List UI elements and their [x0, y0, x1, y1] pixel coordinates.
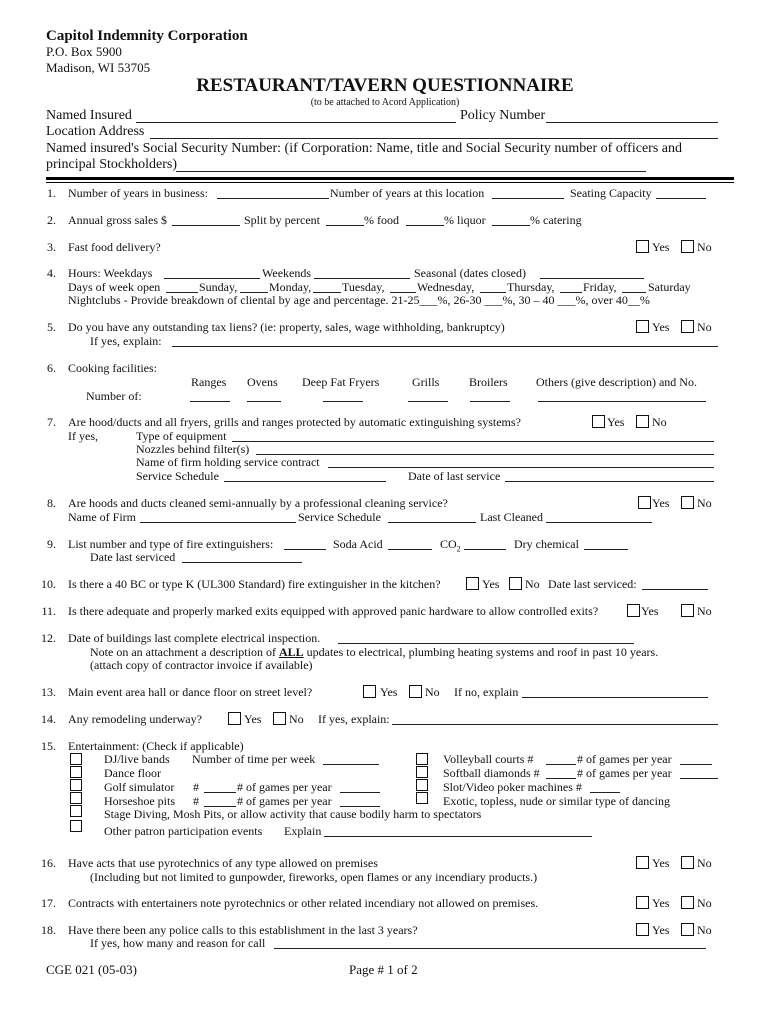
q5-no-label: No — [697, 320, 712, 334]
q15-golf-num-label: # — [193, 780, 199, 794]
q15-softball-checkbox[interactable] — [416, 766, 428, 778]
company-name: Capitol Indemnity Corporation — [46, 28, 248, 44]
q4-thursday-label: Thursday, — [507, 280, 555, 294]
q8-no-checkbox[interactable] — [681, 496, 694, 509]
q13-text: Main event area hall or dance floor on street level? — [68, 685, 313, 699]
ssn-label-line1: Named insured's Social Security Number: (if Corporation: Name, title and Social Security number of officers and — [46, 141, 682, 156]
q13-explain-field[interactable] — [522, 697, 708, 698]
q2-split-label: Split by percent — [244, 213, 320, 227]
q15-horse-label: Horseshoe pits — [104, 794, 175, 808]
q2-liquor-field[interactable] — [406, 225, 444, 226]
location-address-label: Location Address — [46, 124, 145, 139]
q4-sunday-label: Sunday, — [199, 280, 238, 294]
q8-schedule-label: Service Schedule — [298, 510, 381, 524]
q11-yes-label: Yes — [641, 604, 659, 618]
q16-yes-checkbox[interactable] — [636, 856, 649, 869]
q7-schedule-label: Service Schedule — [136, 469, 219, 483]
q4-monday-label: Monday, — [269, 280, 312, 294]
q16-number: 16. — [41, 856, 56, 870]
location-address-field[interactable] — [150, 138, 718, 139]
q1-years-location-field[interactable] — [492, 198, 564, 199]
q18-yes-label: Yes — [652, 923, 670, 937]
q15-dj-label: DJ/live bands — [104, 752, 170, 766]
q15-softball-games-field[interactable] — [680, 778, 718, 779]
q18-text: Have there been any police calls to this establishment in the last 3 years? — [68, 923, 418, 937]
company-address-2: Madison, WI 53705 — [46, 60, 151, 75]
q5-explain-label: If yes, explain: — [90, 334, 162, 348]
q10-date-label: Date last serviced: — [548, 577, 637, 591]
q5-explain-field[interactable] — [172, 346, 718, 347]
q17-yes-label: Yes — [652, 896, 670, 910]
q7-yes-label: Yes — [607, 415, 625, 429]
q7-equipment-field[interactable] — [232, 441, 714, 442]
q15-volley-num-field[interactable] — [546, 764, 576, 765]
q18-reason-field[interactable] — [274, 948, 706, 949]
q9-date-field[interactable] — [182, 562, 302, 563]
q6-col-grills: Grills — [412, 375, 440, 389]
q18-yes-checkbox[interactable] — [636, 923, 649, 936]
q7-nozzles-field[interactable] — [256, 454, 714, 455]
q15-horse-num-label: # — [193, 794, 199, 808]
q6-grills-field[interactable] — [408, 401, 448, 402]
q6-col-ranges: Ranges — [191, 375, 227, 389]
q6-number-of-label: Number of: — [86, 389, 142, 403]
q6-col-broilers: Broilers — [469, 375, 508, 389]
q15-dj-time-label: Number of time per week — [192, 752, 316, 766]
q14-text: Any remodeling underway? — [68, 712, 202, 726]
q9-soda-field[interactable] — [388, 549, 432, 550]
q9-date-label: Date last serviced — [90, 550, 176, 564]
q13-yes-checkbox[interactable] — [363, 685, 376, 698]
q15-other-checkbox[interactable] — [70, 820, 82, 832]
q10-text: Is there a 40 BC or type K (UL300 Standard) fire extinguisher in the kitchen? — [68, 577, 441, 591]
q2-sales-field[interactable] — [172, 225, 240, 226]
q16-no-label: No — [697, 856, 712, 870]
q4-tuesday-label: Tuesday, — [342, 280, 385, 294]
q1-years-business-label: Number of years in business: — [68, 186, 208, 200]
q9-co2-subscript: 2 — [456, 544, 461, 554]
q15-slot-label: Slot/Video poker machines # — [443, 780, 582, 794]
q7-firm-field[interactable] — [328, 467, 714, 468]
q12-number: 12. — [41, 631, 56, 645]
q11-text: Is there adequate and properly marked exits equipped with approved panic hardware to allow controlled exits? — [68, 604, 599, 618]
q17-yes-checkbox[interactable] — [636, 896, 649, 909]
q4-seasonal-label: Seasonal (dates closed) — [414, 266, 526, 280]
q15-dj-checkbox[interactable] — [70, 753, 82, 765]
named-insured-label: Named Insured — [46, 108, 132, 123]
q17-no-label: No — [697, 896, 712, 910]
q8-no-label: No — [697, 496, 712, 510]
q9-text: List number and type of fire extinguishers: — [68, 537, 274, 551]
q15-dj-time-field[interactable] — [323, 764, 379, 765]
q14-yes-label: Yes — [244, 712, 262, 726]
q15-softball-games-label: # of games per year — [577, 766, 672, 780]
q9-count-field[interactable] — [284, 549, 326, 550]
q15-softball-label: Softball diamonds # — [443, 766, 540, 780]
named-insured-field[interactable] — [136, 122, 456, 123]
q15-stage-label: Stage Diving, Mosh Pits, or allow activity that cause bodily harm to spectators — [104, 807, 482, 821]
form-code: CGE 021 (05-03) — [46, 962, 137, 977]
q14-explain-field[interactable] — [392, 724, 718, 725]
q15-volley-label: Volleyball courts # — [443, 752, 534, 766]
q6-others-field[interactable] — [538, 401, 706, 402]
q2-liquor-label: % liquor — [444, 213, 486, 227]
q7-yes-checkbox[interactable] — [592, 415, 605, 428]
q4-days-open-label: Days of week open — [68, 280, 161, 294]
q13-number: 13. — [41, 685, 56, 699]
q15-volley-checkbox[interactable] — [416, 753, 428, 765]
q15-slot-field[interactable] — [590, 792, 620, 793]
q15-slot-checkbox[interactable] — [416, 779, 428, 791]
q13-no-label: No — [425, 685, 440, 699]
q2-food-field[interactable] — [326, 225, 364, 226]
q15-volley-games-field[interactable] — [680, 764, 712, 765]
ssn-field[interactable] — [176, 171, 646, 172]
header-divider-thick — [46, 177, 734, 180]
q11-yes-checkbox[interactable] — [627, 604, 640, 617]
q4-wednesday-label: Wednesday, — [417, 280, 475, 294]
q15-stage-checkbox[interactable] — [70, 805, 82, 817]
q5-number: 5. — [47, 320, 56, 334]
q15-golf-checkbox[interactable] — [70, 779, 82, 791]
q7-schedule-field[interactable] — [224, 481, 386, 482]
q7-number: 7. — [47, 415, 56, 429]
q6-broilers-field[interactable] — [470, 401, 510, 402]
q10-number: 10. — [41, 577, 56, 591]
q14-number: 14. — [41, 712, 56, 726]
q8-last-cleaned-label: Last Cleaned — [480, 510, 543, 524]
q6-col-deep-fat-fryers: Deep Fat Fryers — [302, 375, 380, 389]
q7-no-checkbox[interactable] — [636, 415, 649, 428]
q5-yes-label: Yes — [652, 320, 670, 334]
q3-no-checkbox[interactable] — [681, 240, 694, 253]
q9-co2-label: $CO_2$ — [440, 537, 461, 554]
q15-explain-field[interactable] — [324, 836, 592, 837]
q8-yes-label: Yes — [652, 496, 670, 510]
q15-explain-label: Explain — [284, 824, 322, 838]
q10-yes-checkbox[interactable] — [466, 577, 479, 590]
q9-co2-field[interactable] — [464, 549, 506, 550]
q15-golf-games-field[interactable] — [340, 792, 380, 793]
q14-explain-label: If yes, explain: — [318, 712, 390, 726]
q8-last-cleaned-field[interactable] — [546, 522, 652, 523]
policy-number-label: Policy Number — [460, 108, 546, 123]
q7-equipment-label: Type of equipment — [136, 429, 227, 443]
q15-horse-games-label: # of games per year — [237, 794, 332, 808]
form-subtitle: (to be attached to Acord Application) — [310, 97, 460, 108]
q5-text: Do you have any outstanding tax liens? (ie: property, sales, wage withholding, bankruptcy) — [68, 320, 505, 334]
q10-no-label: No — [525, 577, 540, 591]
q15-golf-num-field[interactable] — [204, 792, 236, 793]
q1-years-business-field[interactable] — [217, 198, 329, 199]
q2-catering-label: % catering — [530, 213, 582, 227]
q15-horse-checkbox[interactable] — [70, 792, 82, 804]
q8-firm-field[interactable] — [140, 522, 296, 523]
q15-text: Entertainment: (Check if applicable) — [68, 739, 244, 753]
q2-sales-label: Annual gross sales $ — [68, 213, 167, 227]
q16-text: Have acts that use pyrotechnics of any type allowed on premises — [68, 856, 378, 870]
q2-food-label: % food — [364, 213, 399, 227]
q7-firm-label: Name of firm holding service contract — [136, 455, 320, 469]
q6-ovens-field[interactable] — [247, 401, 281, 402]
q6-text: Cooking facilities: — [68, 361, 157, 375]
q15-volley-games-label: # of games per year — [577, 752, 672, 766]
q10-no-checkbox[interactable] — [509, 577, 522, 590]
q8-text: Are hoods and ducts cleaned semi-annually by a professional cleaning service? — [68, 496, 448, 510]
q5-yes-checkbox[interactable] — [636, 320, 649, 333]
q17-number: 17. — [41, 896, 56, 910]
q16-no-checkbox[interactable] — [681, 856, 694, 869]
q15-exotic-checkbox[interactable] — [416, 792, 428, 804]
q4-nightclubs-text: Nightclubs - Provide breakdown of cliental by age and percentage. 21-25___%, 26-30 ___%, 30 – 40 ___%, over 40__% — [68, 293, 650, 307]
q4-weekdays-field[interactable] — [164, 278, 260, 279]
q12-note: Note on an attachment a description of ALL updates to electrical, plumbing heating systems and roof in past 10 years. — [90, 645, 659, 659]
q14-no-checkbox[interactable] — [273, 712, 286, 725]
q18-no-label: No — [697, 923, 712, 937]
q6-col-others: Others (give description) and No. — [536, 375, 697, 389]
q9-soda-label: Soda Acid — [333, 537, 383, 551]
q4-friday-label: Friday, — [583, 280, 617, 294]
q7-last-service-label: Date of last service — [408, 469, 501, 483]
q15-exotic-label: Exotic, topless, nude or similar type of dancing — [443, 794, 670, 808]
header-divider-thin — [46, 182, 734, 183]
q12-text: Date of buildings last complete electrical inspection. — [68, 631, 321, 645]
q8-number: 8. — [47, 496, 56, 510]
q16-subtext: (Including but not limited to gunpowder, fireworks, open flames or any incendiary products.) — [90, 870, 538, 884]
page-number: Page # 1 of 2 — [349, 962, 418, 977]
q6-fryers-field[interactable] — [323, 401, 363, 402]
q9-dry-field[interactable] — [584, 549, 628, 550]
q12-attach-note: (attach copy of contractor invoice if available) — [90, 658, 313, 672]
q3-yes-label: Yes — [652, 240, 670, 254]
q11-no-label: No — [697, 604, 712, 618]
q7-last-service-field[interactable] — [505, 481, 714, 482]
q1-seating-label: Seating Capacity — [570, 186, 652, 200]
q4-saturday-label: Saturday — [648, 280, 691, 294]
q1-years-location-label: Number of years at this location — [330, 186, 485, 200]
q13-explain-label: If no, explain — [454, 685, 519, 699]
q6-number: 6. — [47, 361, 56, 375]
q2-catering-field[interactable] — [492, 225, 530, 226]
q10-yes-label: Yes — [482, 577, 500, 591]
q4-weekends-field[interactable] — [314, 278, 410, 279]
q9-dry-label: Dry chemical — [514, 537, 579, 551]
q6-ranges-field[interactable] — [190, 401, 230, 402]
q7-no-label: No — [652, 415, 667, 429]
q7-if-yes-label: If yes, — [68, 429, 98, 443]
company-address-1: P.O. Box 5900 — [46, 44, 122, 59]
q3-yes-checkbox[interactable] — [636, 240, 649, 253]
form-title: RESTAURANT/TAVERN QUESTIONNAIRE — [196, 75, 574, 96]
q3-no-label: No — [697, 240, 712, 254]
q5-no-checkbox[interactable] — [681, 320, 694, 333]
q6-col-ovens: Ovens — [247, 375, 278, 389]
q15-golf-games-label: # of games per year — [237, 780, 332, 794]
q12-date-field[interactable] — [338, 643, 634, 644]
q18-no-checkbox[interactable] — [681, 923, 694, 936]
q2-number: 2. — [47, 213, 56, 227]
q17-text: Contracts with entertainers note pyrotechnics or other related incendiary not allowed on premises. — [68, 896, 539, 910]
q8-yes-checkbox[interactable] — [638, 496, 651, 509]
q8-firm-label: Name of Firm — [68, 510, 136, 524]
q3-number: 3. — [47, 240, 56, 254]
q14-no-label: No — [289, 712, 304, 726]
q17-no-checkbox[interactable] — [681, 896, 694, 909]
q15-dance-label: Dance floor — [104, 766, 161, 780]
q11-number: 11. — [41, 604, 56, 618]
q7-text: Are hood/ducts and all fryers, grills and ranges protected by automatic extinguishing systems? — [68, 415, 521, 429]
q4-number: 4. — [47, 266, 56, 280]
q18-subtext: If yes, how many and reason for call — [90, 936, 266, 950]
q4-hours-label: Hours: Weekdays — [68, 266, 153, 280]
q14-yes-checkbox[interactable] — [228, 712, 241, 725]
q15-dance-checkbox[interactable] — [70, 766, 82, 778]
q15-number: 15. — [41, 739, 56, 753]
q15-golf-label: Golf simulator — [104, 780, 175, 794]
q13-yes-label: Yes — [380, 685, 398, 699]
q7-nozzles-label: Nozzles behind filter(s) — [136, 442, 250, 456]
q11-no-checkbox[interactable] — [681, 604, 694, 617]
q9-number: 9. — [47, 537, 56, 551]
policy-number-field[interactable] — [546, 122, 718, 123]
q15-other-label: Other patron participation events — [104, 824, 263, 838]
ssn-label-line2: principal Stockholders) — [46, 157, 178, 172]
q4-weekends-label: Weekends — [262, 266, 312, 280]
q1-number: 1. — [47, 186, 56, 200]
q10-date-field[interactable] — [642, 589, 708, 590]
q13-no-checkbox[interactable] — [409, 685, 422, 698]
q18-number: 18. — [41, 923, 56, 937]
q3-text: Fast food delivery? — [68, 240, 161, 254]
q1-seating-field[interactable] — [656, 198, 706, 199]
q8-schedule-field[interactable] — [388, 522, 476, 523]
q15-softball-num-field[interactable] — [546, 778, 576, 779]
q4-seasonal-field[interactable] — [540, 278, 644, 279]
q16-yes-label: Yes — [652, 856, 670, 870]
